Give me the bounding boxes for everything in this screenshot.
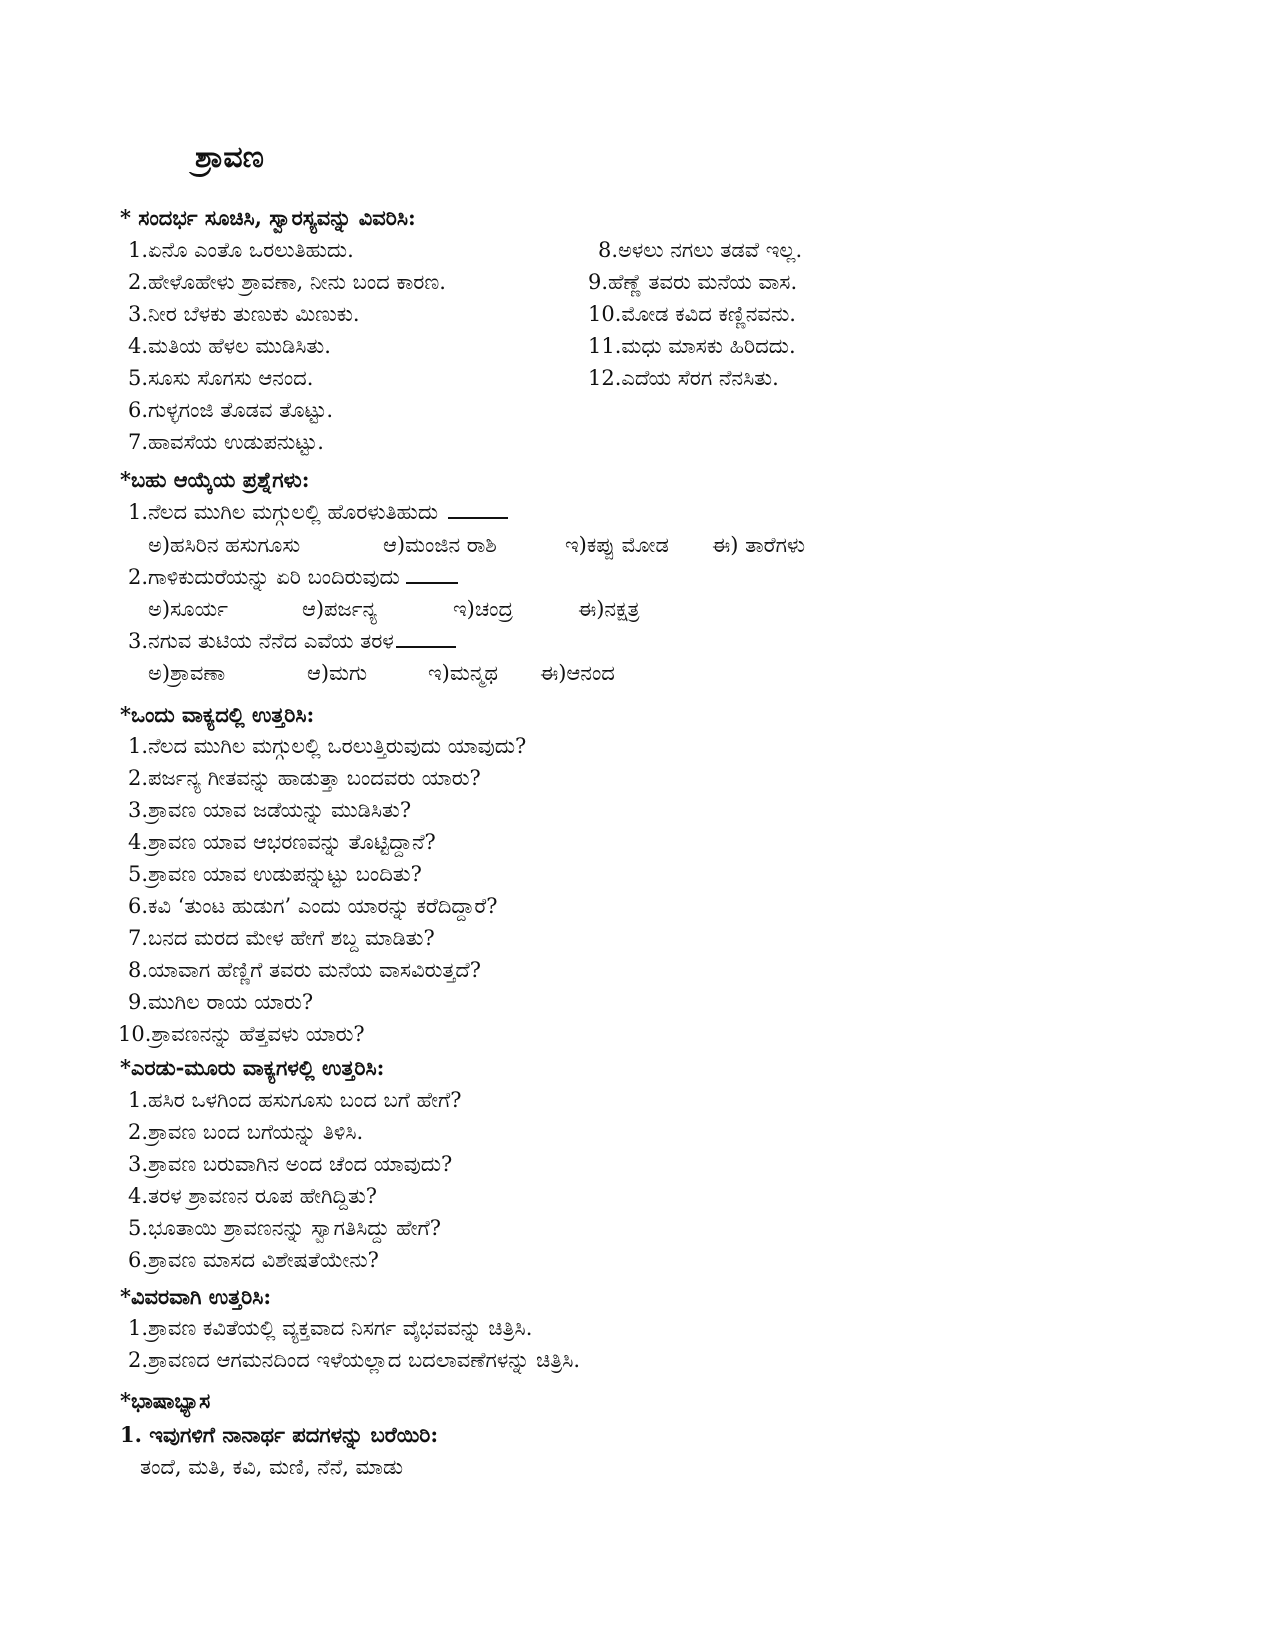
list-item: 8.ಯಾವಾಗ ಹೆಣ್ಣಿಗೆ ತವರು ಮನೆಯ ವಾಸವಿರುತ್ತದೆ?: [128, 958, 481, 982]
list-item: 5.ಶ್ರಾವಣ ಯಾವ ಉಡುಪನ್ನುಟ್ಟು ಬಂದಿತು?: [128, 862, 422, 886]
mcq-option: ಈ)ನಕ್ಷತ್ರ: [578, 597, 640, 621]
list-item: 7.ಬನದ ಮರದ ಮೇಳ ಹೇಗೆ ಶಬ್ದ ಮಾಡಿತು?: [128, 926, 435, 950]
list-item: 1.ನೆಲದ ಮುಗಿಲ ಮಗ್ಗುಲಲ್ಲಿ ಒರಲುತ್ತಿರುವುದು ಯಾವುದು?: [128, 734, 527, 758]
mcq-option: ಅ)ಸೂರ್ಯ: [148, 597, 228, 621]
mcq-option: ಆ)ಮಂಜಿನ ರಾಶಿ: [383, 533, 497, 557]
mcq-option: ಈ)ಆನಂದ: [540, 661, 615, 685]
mcq-option: ಇ)ಮನ್ಮಥ: [428, 661, 498, 685]
section-heading-mcq: *ಬಹು ಆಯ್ಕೆಯ ಪ್ರಶ್ನೆಗಳು:: [120, 467, 310, 492]
list-item: 3.ನೀರ ಬೆಳಕು ತುಣುಕು ಮಿಣುಕು.: [128, 302, 360, 326]
list-item: 1.ಏನೊ ಎಂತೊ ಒರಲುತಿಹುದು.: [128, 238, 354, 262]
question-text: 2.ಗಾಳಿಕುದುರೆಯನ್ನು ಏರಿ ಬಂದಿರುವುದು: [128, 565, 400, 589]
list-item: 12.ಎದೆಯ ಸೆರಗ ನೆನಸಿತು.: [588, 366, 779, 390]
list-item: 11.ಮಧು ಮಾಸಕು ಹಿರಿದದು.: [588, 334, 796, 358]
mcq-question: [128, 565, 458, 590]
mcq-question: [128, 629, 456, 654]
list-item: 1.ಹಸಿರ ಒಳಗಿಂದ ಹಸುಗೂಸು ಬಂದ ಬಗೆ ಹೇಗೆ?: [128, 1088, 462, 1112]
list-item: 10.ಶ್ರಾವಣನನ್ನು ಹೆತ್ತವಳು ಯಾರು?: [118, 1022, 365, 1046]
list-item: 9.ಮುಗಿಲ ರಾಯ ಯಾರು?: [128, 990, 314, 1014]
list-item: 10.ಮೋಡ ಕವಿದ ಕಣ್ಣಿನವನು.: [588, 302, 796, 326]
list-item: 8.ಅಳಲು ನಗಲು ತಡವೆ ಇಲ್ಲ.: [598, 238, 803, 262]
answer-blank: [448, 516, 508, 519]
list-item: 3.ಶ್ರಾವಣ ಬರುವಾಗಿನ ಅಂದ ಚೆಂದ ಯಾವುದು?: [128, 1152, 453, 1176]
mcq-option: ಇ)ಕಪ್ಪು ಮೋಡ: [565, 533, 669, 557]
section-heading-context: * ಸಂದರ್ಭ ಸೂಚಿಸಿ, ಸ್ವಾರಸ್ಯವನ್ನು ವಿವರಿಸಿ:: [120, 205, 416, 230]
list-item: 2.ಹೇಳೊಹೇಳು ಶ್ರಾವಣಾ, ನೀನು ಬಂದ ಕಾರಣ.: [128, 270, 446, 294]
list-item: 6.ಗುಳ್ಳಗಂಜಿ ತೊಡವ ತೊಟ್ಟು.: [128, 398, 334, 422]
mcq-option: ಅ)ಹಸಿರಿನ ಹಸುಗೂಸು: [148, 533, 301, 557]
list-item: 5.ಭೂತಾಯಿ ಶ್ರಾವಣನನ್ನು ಸ್ವಾಗತಿಸಿದ್ದು ಹೇಗೆ?: [128, 1216, 442, 1240]
question-text: 1.ನೆಲದ ಮುಗಿಲ ಮಗ್ಗುಲಲ್ಲಿ ಹೊರಳುತಿಹುದು: [128, 500, 439, 524]
list-item: 2.ಪರ್ಜನ್ಯ ಗೀತವನ್ನು ಹಾಡುತ್ತಾ ಬಂದವರು ಯಾರು?: [128, 766, 481, 790]
list-item: 1.ಶ್ರಾವಣ ಕವಿತೆಯಲ್ಲಿ ವ್ಯಕ್ತವಾದ ನಿಸರ್ಗ ವೈಭವವನ್ನು ಚಿತ್ರಿಸಿ.: [128, 1316, 533, 1340]
mcq-option: ಇ)ಚಂದ್ರ: [453, 597, 513, 621]
list-item: 4.ಶ್ರಾವಣ ಯಾವ ಆಭರಣವನ್ನು ತೊಟ್ಟಿದ್ದಾನೆ?: [128, 830, 436, 854]
answer-blank: [406, 581, 458, 584]
mcq-option: ಈ) ತಾರೆಗಳು: [712, 533, 806, 557]
list-item: 5.ಸೂಸು ಸೊಗಸು ಆನಂದ.: [128, 366, 314, 390]
question-text: 3.ನಗುವ ತುಟಿಯ ನೆನೆದ ಎವೆಯ ತರಳ: [128, 629, 394, 653]
grammar-words: ತಂದೆ, ಮತಿ, ಕವಿ, ಮಣಿ, ನೆನೆ, ಮಾಡು: [140, 1455, 403, 1479]
list-item: 9.ಹೆಣ್ಣೆ ತವರು ಮನೆಯ ವಾಸ.: [588, 270, 798, 294]
mcq-question: [128, 500, 508, 525]
section-heading-grammar: *ಭಾಷಾಭ್ಯಾಸ: [120, 1388, 211, 1413]
list-item: 6.ಕವಿ ‘ತುಂಟ ಹುಡುಗ’ ಎಂದು ಯಾರನ್ನು ಕರೆದಿದ್ದಾರೆ?: [128, 894, 498, 918]
grammar-task: 1. ಇವುಗಳಿಗೆ ನಾನಾರ್ಥ ಪದಗಳನ್ನು ಬರೆಯಿರಿ:: [120, 1422, 439, 1447]
list-item: 4.ಮತಿಯ ಹೆಳಲ ಮುಡಿಸಿತು.: [128, 334, 331, 358]
mcq-option: ಆ)ಮಗು: [307, 661, 368, 685]
page-title: ಶ್ರಾವಣ: [195, 140, 264, 175]
list-item: 6.ಶ್ರಾವಣ ಮಾಸದ ವಿಶೇಷತೆಯೇನು?: [128, 1248, 379, 1272]
mcq-option: ಆ)ಪರ್ಜನ್ಯ: [302, 597, 378, 621]
list-item: 4.ತರಳ ಶ್ರಾವಣನ ರೂಪ ಹೇಗಿದ್ದಿತು?: [128, 1184, 378, 1208]
section-heading-detail: *ವಿವರವಾಗಿ ಉತ್ತರಿಸಿ:: [120, 1284, 272, 1309]
answer-blank: [396, 645, 456, 648]
list-item: 7.ಹಾವಸೆಯ ಉಡುಪನುಟ್ಟು.: [128, 430, 324, 454]
list-item: 2.ಶ್ರಾವಣದ ಆಗಮನದಿಂದ ಇಳೆಯಲ್ಲಾದ ಬದಲಾವಣೆಗಳನ್ನು ಚಿತ್ರಿಸಿ.: [128, 1348, 581, 1372]
list-item: 2.ಶ್ರಾವಣ ಬಂದ ಬಗೆಯನ್ನು ತಿಳಿಸಿ.: [128, 1120, 364, 1144]
section-heading-one-sentence: *ಒಂದು ವಾಕ್ಯದಲ್ಲಿ ಉತ್ತರಿಸಿ:: [120, 702, 315, 727]
section-heading-two-three: *ಎರಡು-ಮೂರು ವಾಕ್ಯಗಳಲ್ಲಿ ಉತ್ತರಿಸಿ:: [120, 1055, 385, 1080]
list-item: 3.ಶ್ರಾವಣ ಯಾವ ಜಡೆಯನ್ನು ಮುಡಿಸಿತು?: [128, 798, 412, 822]
mcq-option: ಅ)ಶ್ರಾವಣಾ: [148, 661, 226, 685]
